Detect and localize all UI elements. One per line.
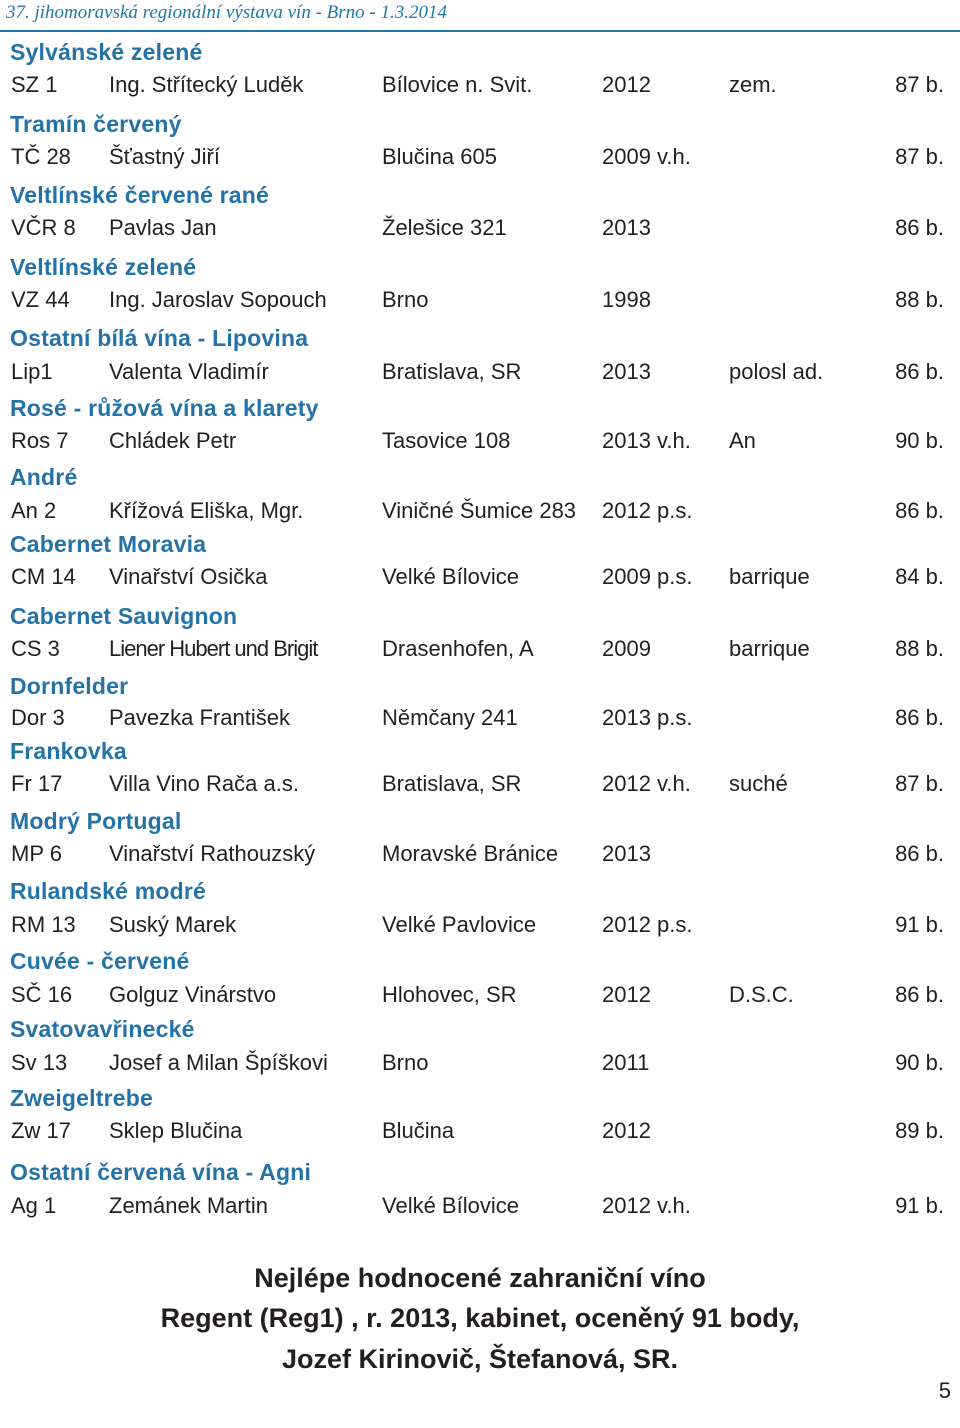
- entry-code: VČR 8: [11, 215, 76, 240]
- entry-attr: polosl ad.: [729, 359, 824, 384]
- entry-code: TČ 28: [11, 144, 71, 169]
- entry-attr: An: [729, 428, 756, 453]
- entry-code: SZ 1: [11, 72, 58, 97]
- entry-place: Moravské Bránice: [382, 841, 559, 866]
- category-heading: Dornfelder: [10, 673, 129, 699]
- entry-name: Liener Hubert und Brigit: [109, 636, 318, 661]
- entry-place: Velké Pavlovice: [382, 912, 537, 937]
- entry-name: Ing. Střítecký Luděk: [109, 72, 304, 97]
- entry-code: Dor 3: [11, 705, 65, 730]
- category-heading: Veltlínské červené rané: [10, 182, 270, 208]
- entry-row: [0, 215, 960, 245]
- entry-row: [0, 705, 960, 735]
- category-heading: André: [10, 464, 78, 490]
- entry-row: [0, 982, 960, 1012]
- entry-row: [0, 771, 960, 801]
- entry-name: Pavezka František: [109, 705, 290, 730]
- entry-name: Suský Marek: [109, 912, 237, 937]
- entry-code: VZ 44: [11, 287, 70, 312]
- category-heading: Rosé - růžová vína a klarety: [10, 395, 319, 421]
- entry-place: Drasenhofen, A: [382, 636, 534, 661]
- entry-score: 86 b.: [895, 705, 944, 730]
- entry-score: 87 b.: [895, 771, 944, 796]
- entry-row: [0, 564, 960, 594]
- entry-name: Villa Vino Rača a.s.: [109, 771, 299, 796]
- entry-score: 91 b.: [895, 912, 944, 937]
- entry-place: Brno: [382, 287, 429, 312]
- category-heading: Cabernet Moravia: [10, 531, 207, 557]
- entry-place: Bratislava, SR: [382, 771, 522, 796]
- entry-place: Němčany 241: [382, 705, 518, 730]
- entry-score: 86 b.: [895, 982, 944, 1007]
- category-heading: Sylvánské zelené: [10, 39, 203, 65]
- entry-place: Brno: [382, 1050, 429, 1075]
- entry-score: 87 b.: [895, 144, 944, 169]
- entry-score: 87 b.: [895, 72, 944, 97]
- entry-place: Blučina 605: [382, 144, 497, 169]
- entry-row: [0, 1118, 960, 1148]
- entry-code: Zw 17: [11, 1118, 71, 1143]
- entry-row: [0, 912, 960, 942]
- entry-row: [0, 287, 960, 317]
- entry-row: [0, 72, 960, 102]
- entry-place: Tasovice 108: [382, 428, 511, 453]
- entry-place: Želešice 321: [382, 215, 507, 240]
- category-heading: Veltlínské zelené: [10, 254, 197, 280]
- entry-year: 2012 p.s.: [602, 498, 693, 523]
- entry-year: 2009 p.s.: [602, 564, 693, 589]
- entry-name: Křížová Eliška, Mgr.: [109, 498, 304, 523]
- entry-year: 2012: [602, 1118, 651, 1143]
- entry-year: 2011: [602, 1050, 650, 1075]
- category-heading: Rulandské modré: [10, 878, 206, 904]
- entry-score: 86 b.: [895, 841, 944, 866]
- best-foreign-producer: Jozef Kirinovič, Štefanová, SR.: [281, 1344, 679, 1374]
- entry-code: MP 6: [11, 841, 62, 866]
- entry-attr: barrique: [729, 564, 810, 589]
- entry-name: Valenta Vladimír: [109, 359, 269, 384]
- entry-year: 2012: [602, 72, 651, 97]
- entry-attr: zem.: [729, 72, 777, 97]
- entry-name: Zemánek Martin: [109, 1193, 268, 1218]
- entry-place: Velké Bílovice: [382, 564, 519, 589]
- entry-place: Bílovice n. Svit.: [382, 72, 533, 97]
- entry-name: Sklep Blučina: [109, 1118, 243, 1143]
- entry-code: Ros 7: [11, 428, 69, 453]
- entry-name: Šťastný Jiří: [109, 144, 220, 169]
- entry-year: 2012: [602, 982, 651, 1007]
- entry-attr: D.S.C.: [729, 982, 794, 1007]
- entry-year: 2013 p.s.: [602, 705, 693, 730]
- entry-year: 2012 v.h.: [602, 1193, 691, 1218]
- entry-attr: suché: [729, 771, 788, 796]
- category-heading: Cuvée - červené: [10, 948, 190, 974]
- best-foreign-title: Nejlépe hodnocené zahraniční víno: [254, 1263, 706, 1293]
- entry-row: [0, 428, 960, 458]
- entry-score: 89 b.: [895, 1118, 944, 1143]
- entry-code: CS 3: [11, 636, 60, 661]
- category-heading: Zweigeltrebe: [10, 1085, 153, 1111]
- entry-code: Fr 17: [11, 771, 63, 796]
- entry-name: Ing. Jaroslav Sopouch: [109, 287, 327, 312]
- category-heading: Ostatní bílá vína - Lipovina: [10, 325, 309, 351]
- entry-row: [0, 1050, 960, 1080]
- entry-code: SČ 16: [11, 982, 73, 1007]
- best-foreign-wine: Regent (Reg1) , r. 2013, kabinet, oceněný 91 body,: [160, 1303, 800, 1333]
- category-heading: Tramín červený: [10, 111, 182, 137]
- entry-code: Sv 13: [11, 1050, 68, 1075]
- entry-year: 2009 v.h.: [602, 144, 691, 169]
- entry-score: 90 b.: [895, 428, 944, 453]
- entry-code: RM 13: [11, 912, 76, 937]
- entry-name: Vinařství Rathouzský: [109, 841, 316, 866]
- category-heading: Frankovka: [10, 738, 127, 764]
- entry-code: Ag 1: [11, 1193, 57, 1218]
- entry-attr: barrique: [729, 636, 810, 661]
- category-heading: Modrý Portugal: [10, 808, 182, 834]
- entry-score: 91 b.: [895, 1193, 944, 1218]
- entry-code: Lip1: [11, 359, 53, 384]
- entry-name: Pavlas Jan: [109, 215, 217, 240]
- entry-place: Viničné Šumice 283: [382, 498, 577, 523]
- entry-year: 2013 v.h.: [602, 428, 691, 453]
- entry-year: 2013: [602, 841, 651, 866]
- page-number: 5: [938, 1378, 951, 1403]
- header-title: 37. jihomoravská regionální výstava vín - Brno - 1.3.2014: [6, 2, 447, 23]
- entry-score: 86 b.: [895, 498, 944, 523]
- entry-year: 2013: [602, 215, 651, 240]
- entry-place: Velké Bílovice: [382, 1193, 519, 1218]
- entry-name: Vinařství Osička: [109, 564, 268, 589]
- entry-year: 2013: [602, 359, 651, 384]
- entry-score: 84 b.: [895, 564, 944, 589]
- entry-place: Blučina: [382, 1118, 455, 1143]
- entry-score: 88 b.: [895, 287, 944, 312]
- entry-year: 2012 p.s.: [602, 912, 693, 937]
- entry-row: [0, 144, 960, 174]
- entry-row: [0, 636, 960, 666]
- entry-code: An 2: [11, 498, 57, 523]
- page-header: [0, 0, 960, 32]
- category-heading: Svatovavřinecké: [10, 1016, 195, 1042]
- entry-code: CM 14: [11, 564, 76, 589]
- entry-row: [0, 1193, 960, 1223]
- category-heading: Ostatní červená vína - Agni: [10, 1159, 312, 1185]
- entry-place: Hlohovec, SR: [382, 982, 517, 1007]
- category-heading: Cabernet Sauvignon: [10, 603, 238, 629]
- entry-score: 90 b.: [895, 1050, 944, 1075]
- entry-year: 2009: [602, 636, 651, 661]
- entry-year: 1998: [602, 287, 651, 312]
- entry-name: Golguz Vinárstvo: [109, 982, 277, 1007]
- entry-place: Bratislava, SR: [382, 359, 522, 384]
- entry-row: [0, 498, 960, 528]
- entry-score: 86 b.: [895, 359, 944, 384]
- entry-score: 88 b.: [895, 636, 944, 661]
- entry-row: [0, 359, 960, 389]
- entry-name: Josef a Milan Špíškovi: [109, 1050, 328, 1075]
- entry-year: 2012 v.h.: [602, 771, 691, 796]
- entry-score: 86 b.: [895, 215, 944, 240]
- entry-row: [0, 841, 960, 871]
- entry-name: Chládek Petr: [109, 428, 237, 453]
